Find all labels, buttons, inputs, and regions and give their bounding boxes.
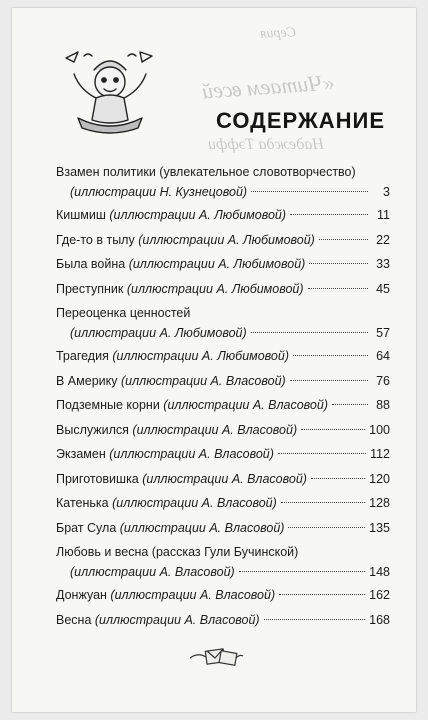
bleed-author: Надежда Тэффи — [208, 136, 324, 153]
dot-leader — [301, 429, 365, 430]
toc-illustrator: (иллюстрации А. Власовой) — [110, 588, 276, 602]
table-of-contents — [56, 162, 390, 634]
toc-entry — [56, 420, 390, 440]
toc-illustrator: (иллюстрации А. Власовой) — [112, 496, 277, 510]
bleed-series-title: «Читаем всей — [201, 69, 336, 104]
dot-leader — [239, 571, 365, 572]
toc-entry — [56, 493, 390, 513]
toc-illustrator: (иллюстрации А. Власовой) — [132, 422, 298, 437]
toc-illustrator: (иллюстрации А. Власовой) — [142, 471, 307, 486]
toc-title: Переоценка ценностей — [56, 306, 191, 320]
toc-illustrator: (иллюстрации А. Власовой) — [70, 565, 235, 579]
toc-title: Подземные корни — [56, 398, 160, 412]
toc-page-number: 120 — [369, 471, 390, 486]
toc-title: Была война — [56, 257, 126, 271]
toc-entry — [56, 279, 390, 299]
dot-leader — [290, 380, 368, 381]
toc-entry — [56, 542, 390, 582]
toc-entry — [56, 518, 390, 538]
toc-title: Взамен политики (увлекательное словотворчество) — [56, 165, 356, 179]
toc-page-number: 33 — [376, 257, 390, 271]
dot-leader — [319, 239, 368, 240]
dot-leader — [251, 191, 368, 192]
toc-page-number: 64 — [376, 349, 390, 363]
toc-page-number: 88 — [376, 398, 390, 412]
toc-page-number: 112 — [370, 447, 390, 461]
toc-illustrator: (иллюстрации А. Любимовой) — [70, 326, 247, 340]
toc-title: Катенька — [56, 496, 109, 510]
toc-page-number: 3 — [383, 185, 390, 199]
toc-entry — [56, 254, 390, 274]
toc-entry — [56, 371, 390, 391]
dot-leader — [264, 619, 366, 620]
toc-entry — [56, 162, 390, 202]
toc-page-number: 100 — [369, 422, 390, 437]
toc-entry — [56, 585, 390, 605]
dot-leader — [290, 214, 368, 215]
toc-entry — [56, 395, 390, 415]
toc-title: Приготовишка — [56, 471, 139, 486]
toc-illustrator: (иллюстрации А. Власовой) — [109, 447, 274, 461]
boy-with-paper-airplanes-illustration — [60, 48, 160, 139]
toc-illustrator: (иллюстрации А. Любимовой) — [128, 257, 306, 271]
toc-page-number: 162 — [369, 588, 390, 602]
toc-title: Где-то в тылу — [56, 232, 135, 247]
toc-entry — [56, 346, 390, 366]
toc-title: Весна — [56, 612, 92, 627]
dot-leader — [281, 502, 365, 503]
bleed-series: Серия — [259, 25, 297, 42]
toc-illustrator: (иллюстрации А. Любимовой) — [112, 349, 289, 363]
dot-leader — [293, 355, 368, 356]
dot-leader — [309, 263, 368, 264]
toc-entry — [56, 444, 390, 464]
toc-entry — [56, 303, 390, 343]
toc-illustrator: (иллюстрации А. Любимовой) — [138, 232, 315, 247]
dot-leader — [251, 332, 368, 333]
toc-page-number: 76 — [376, 373, 390, 388]
toc-illustrator: (иллюстрации А. Власовой) — [163, 398, 329, 412]
toc-illustrator: (иллюстрации А. Любимовой) — [126, 281, 304, 296]
toc-page-number: 128 — [369, 496, 390, 510]
dot-leader — [332, 404, 368, 405]
toc-page-number: 11 — [377, 208, 390, 222]
toc-title: Трагедия — [56, 349, 109, 363]
dot-leader — [311, 478, 365, 479]
dot-leader — [278, 453, 366, 454]
dot-leader — [288, 527, 365, 528]
toc-page-number: 22 — [376, 232, 390, 247]
toc-title: Кишмиш — [56, 208, 106, 222]
toc-title: Донжуан — [56, 588, 107, 602]
toc-page-number: 168 — [369, 612, 390, 627]
toc-page-number: 135 — [369, 520, 390, 535]
toc-illustrator: (иллюстрации А. Власовой) — [119, 520, 285, 535]
toc-illustrator: (иллюстрации А. Любимовой) — [109, 208, 287, 222]
toc-title: Выслужился — [56, 422, 129, 437]
dot-leader — [279, 594, 365, 595]
page-title: СОДЕРЖАНИЕ — [216, 108, 386, 133]
toc-entry — [56, 230, 390, 250]
toc-page-number: 148 — [369, 565, 390, 579]
toc-illustrator: (иллюстрации Н. Кузнецовой) — [70, 185, 248, 199]
toc-title: В Америку — [56, 373, 118, 388]
dot-leader — [308, 288, 368, 289]
toc-illustrator: (иллюстрации А. Власовой) — [94, 612, 260, 627]
book-page — [12, 8, 416, 712]
toc-title: Брат Сула — [56, 520, 117, 535]
toc-title: Любовь и весна (рассказ Гули Бучинской) — [56, 545, 299, 559]
toc-entry — [56, 469, 390, 489]
toc-illustrator: (иллюстрации А. Власовой) — [120, 373, 286, 388]
toc-page-number: 45 — [376, 281, 390, 296]
toc-title: Преступник — [56, 281, 124, 296]
toc-entry — [56, 205, 390, 225]
toc-title: Экзамен — [56, 447, 106, 461]
toc-page-number: 57 — [376, 326, 390, 340]
toc-entry — [56, 610, 390, 630]
letters-ornament-icon — [188, 644, 244, 673]
